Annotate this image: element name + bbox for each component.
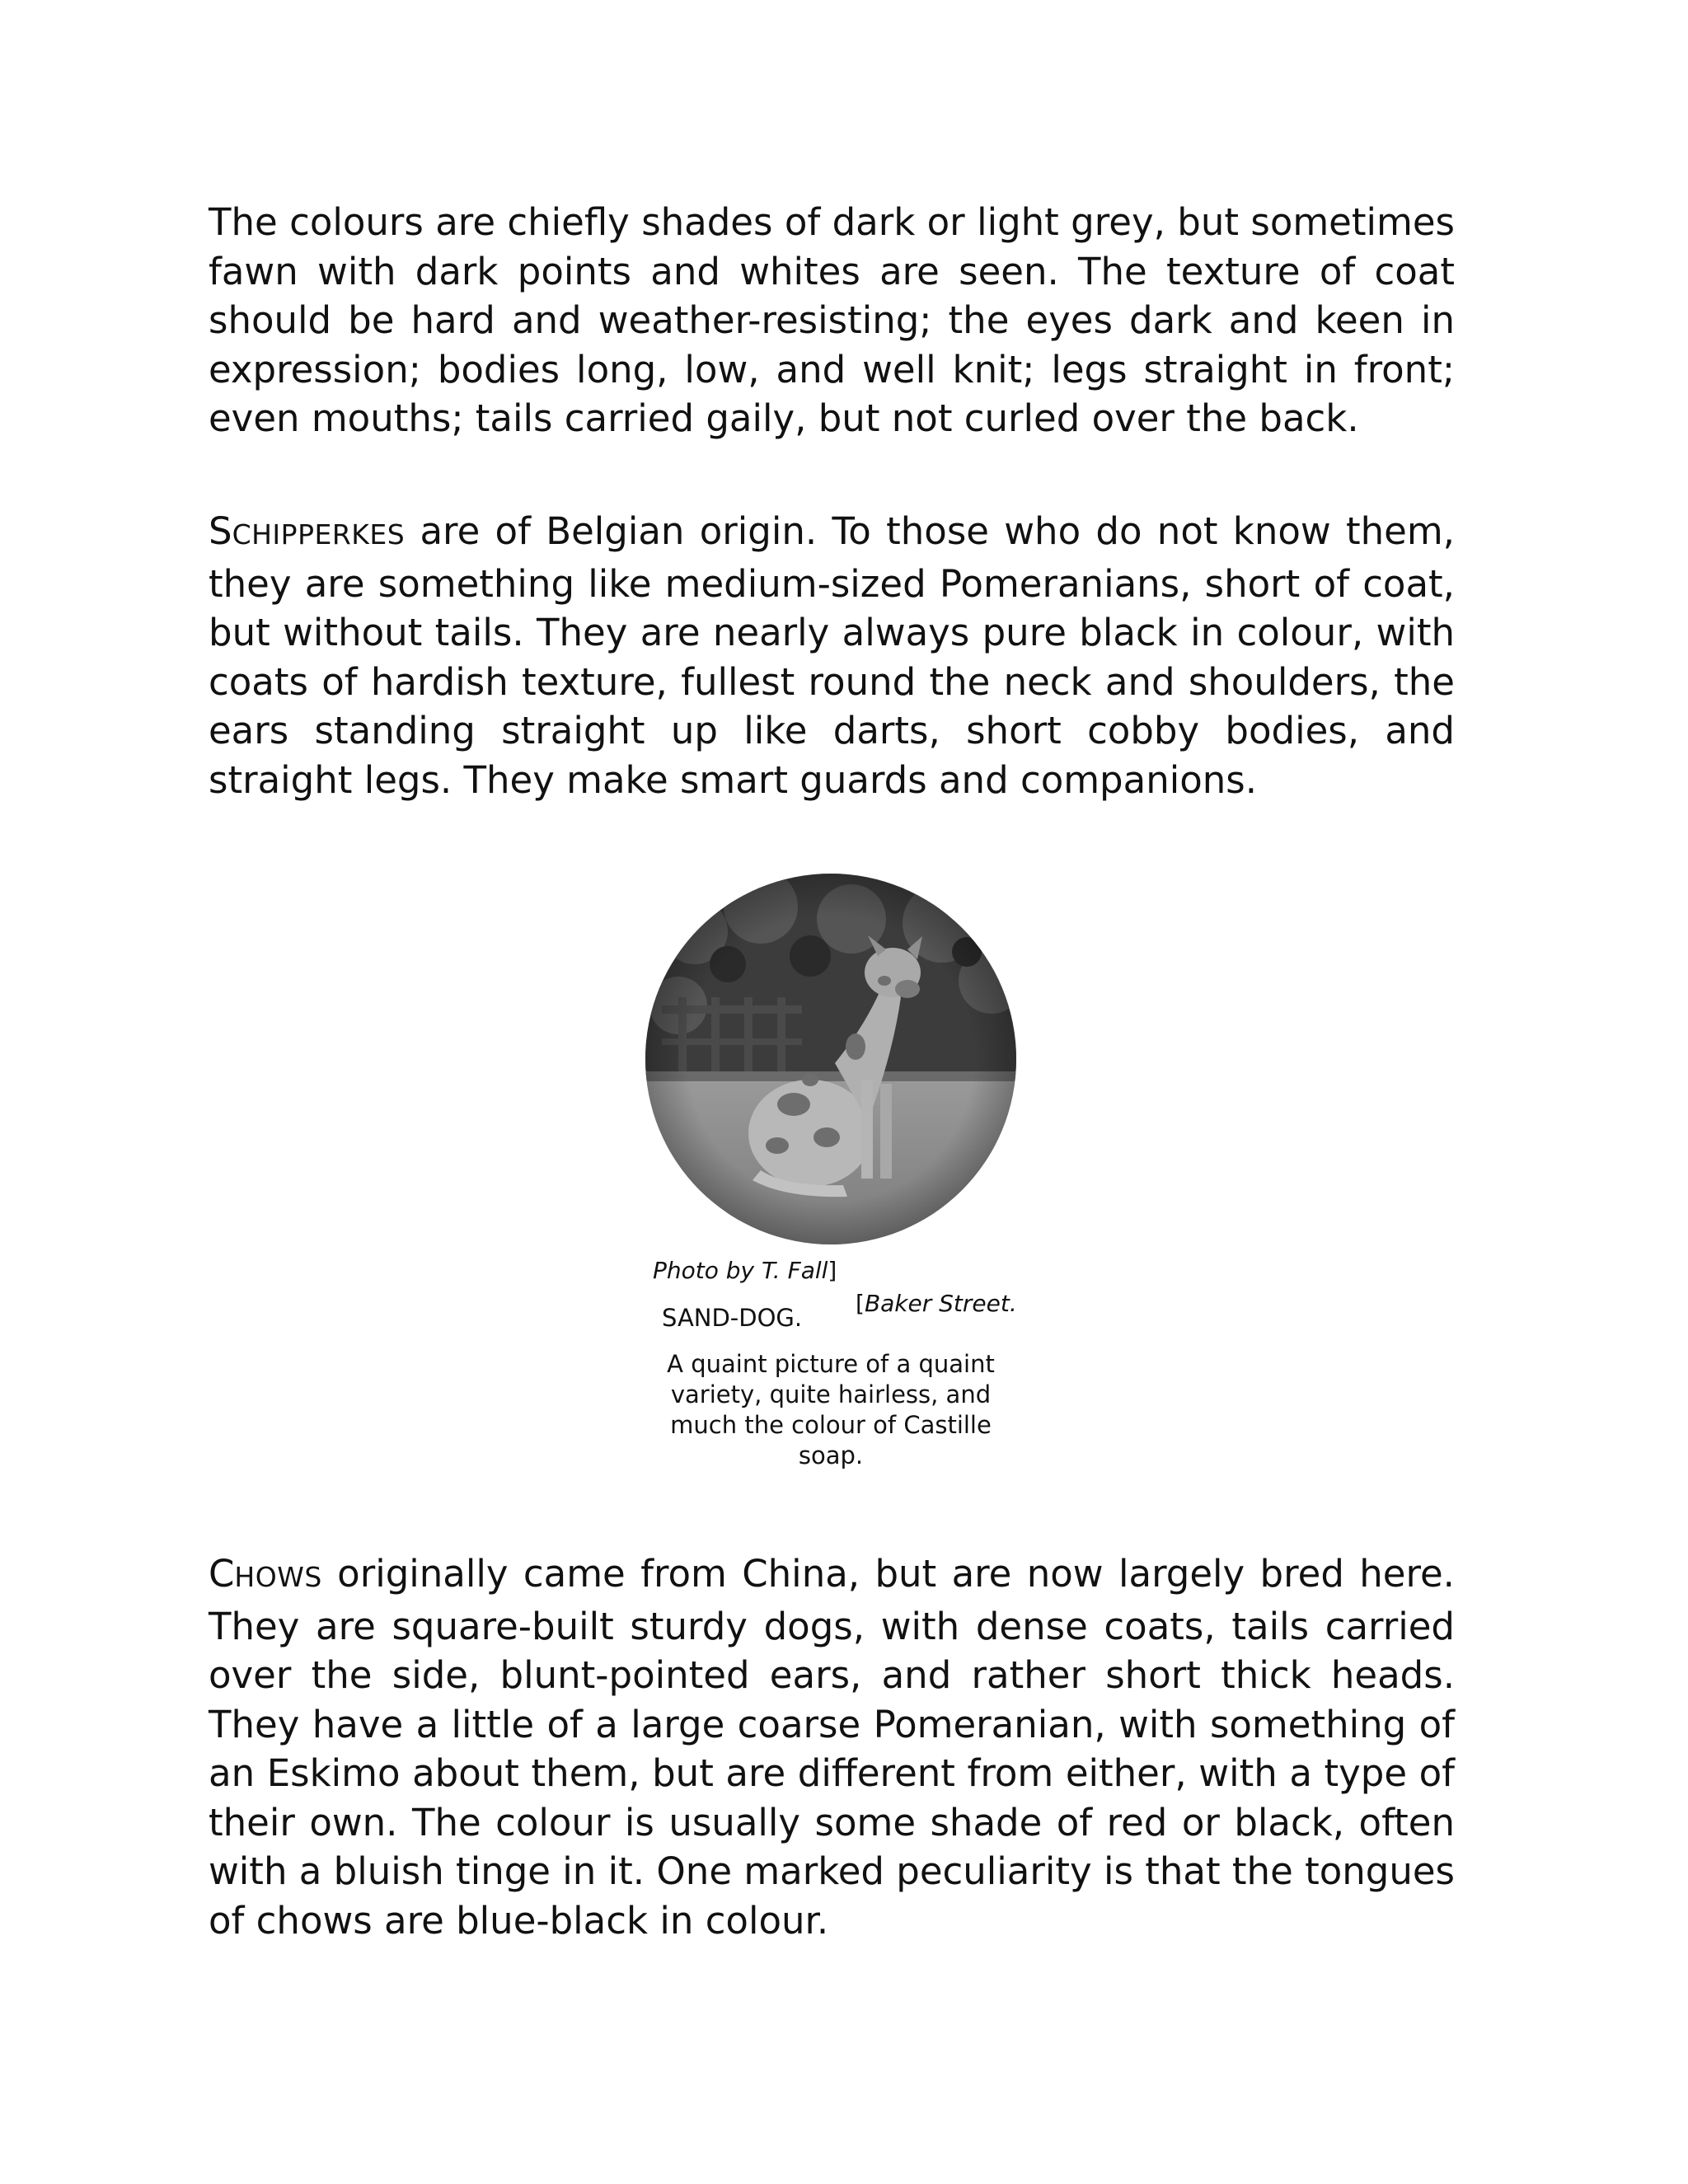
chows-lead-smallcaps: HOWS: [234, 1561, 322, 1593]
chows-body: originally came from China, but are now largely bred here. They are square-built sturdy dogs, with dense coats, tails carried over the side, blunt-pointed ears, and rather short thick heads. They have a little of a large coarse Pomeranian, with something of an Eskimo about them, but are different from either, with a type of their own. The colour is usually some shade of red or black, often with a bluish tinge in it. One marked peculiarity is that the tongues of chows are blue-black in colour.: [209, 1552, 1455, 1943]
figure-description: A quaint picture of a quaint variety, quite hairless, and much the colour of Castille soap.: [667, 1350, 995, 1469]
sand-dog-photo: [645, 874, 1016, 1244]
photo-credit-bracket: ]: [828, 1257, 837, 1284]
figure-title: SAND-DOG.: [662, 1304, 803, 1332]
photo-location: [856, 1290, 1017, 1317]
photo-location-bracket: [: [856, 1290, 865, 1317]
photo-credit: [653, 1257, 837, 1284]
photo-credit-text: Photo by T. Fall: [653, 1257, 828, 1284]
paragraph-grey-colours: The colours are chiefly shades of dark or light grey, but sometimes fawn with dark points and whites are seen. The texture of coat should be hard and weather-resisting; the eyes dark and keen in expression; bodies long, low, and well knit; legs straight in front; even mouths; tails carried gaily, but not curled over the back.: [209, 200, 1455, 440]
photo-location-text: Baker Street.: [864, 1290, 1017, 1317]
schipperkes-lead-initial: S: [209, 509, 232, 553]
paragraph-schipperkes: [209, 507, 1455, 804]
paragraph-chows: [209, 1549, 1455, 1945]
schipperkes-lead-smallcaps: CHIPPERKES: [232, 518, 406, 551]
chows-lead-initial: C: [209, 1552, 235, 1596]
schipperkes-body: are of Belgian origin. To those who do not know them, they are something like medium-sized Pomeranians, short of coat, but without tails. They are nearly always pure black in colour, with coats of hardish texture, fullest round the neck and shoulders, the ears standing straight up like darts, short cobby bodies, and straight legs. They make smart guards and companions.: [209, 509, 1455, 802]
